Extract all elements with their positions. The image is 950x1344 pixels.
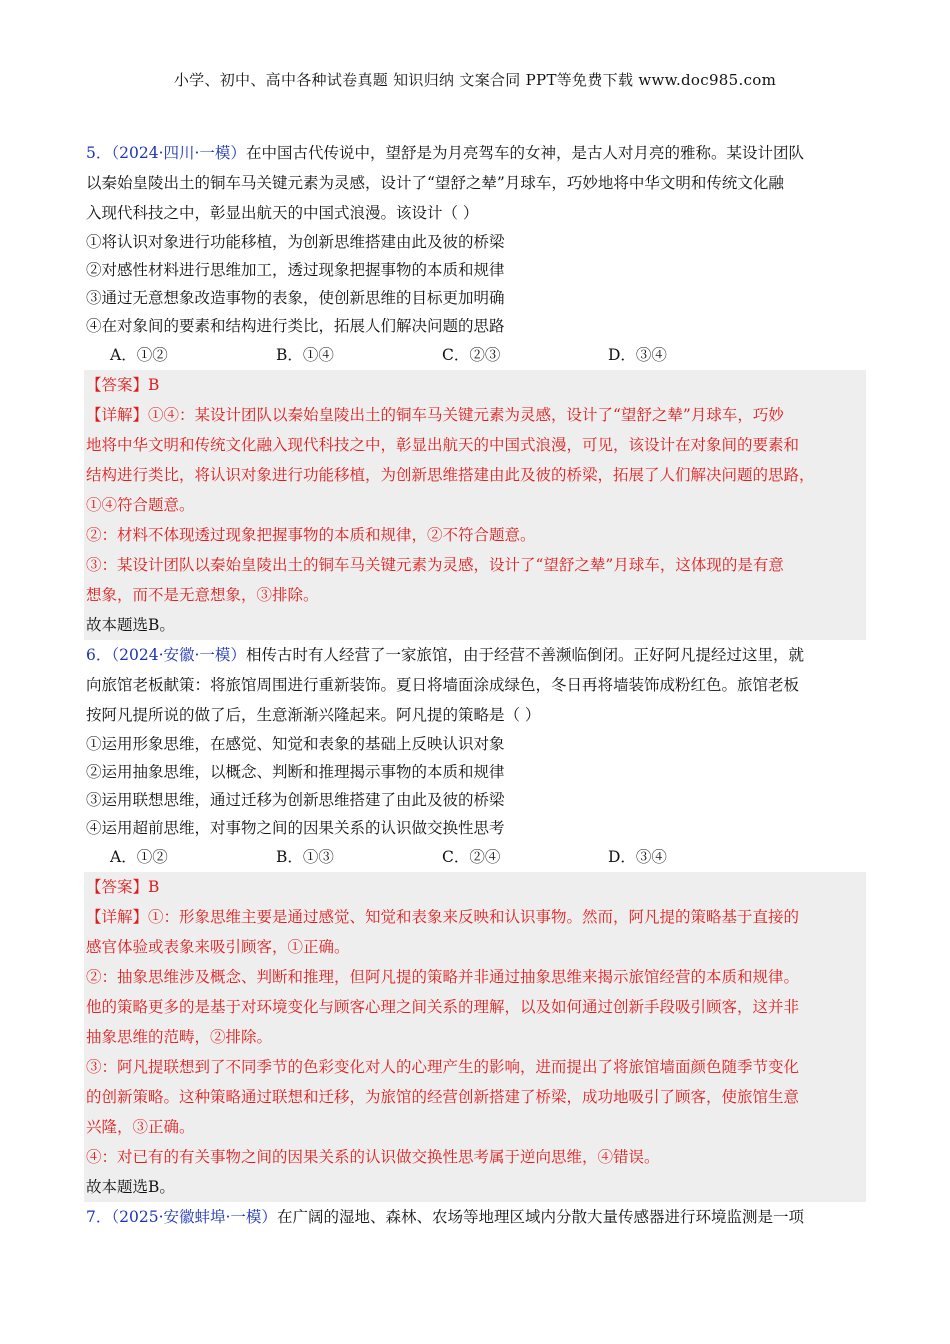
detail-line: 兴隆，③正确。 (86, 1118, 195, 1136)
choice-d: D．③④ (608, 848, 667, 866)
detail-line: ④：对已有的有关事物之间的因果关系的认识做交换性思考属于逆向思维，④错误。 (86, 1148, 660, 1166)
question-6 (86, 640, 864, 1202)
question-source: （2024·四川·一模） (111, 144, 246, 162)
choice-c: C．②③ (442, 346, 501, 364)
question-stem-line: 按阿凡提所说的做了后，生意渐渐兴隆起来。阿凡提的策略是（ ） (86, 706, 541, 724)
question-source: （2025·安徽蚌埠·一模） (111, 1208, 277, 1226)
question-stem-line (86, 138, 864, 168)
question-number: 6． (86, 646, 112, 664)
stem-text: 在广阔的湿地、森林、农场等地理区域内分散大量传感器进行环境监测是一项 (276, 1208, 804, 1226)
detail-line: 想象，而不是无意想象，③排除。 (86, 586, 319, 604)
option-line: ②对感性材料进行思维加工，透过现象把握事物的本质和规律 (86, 261, 505, 279)
answer-section (84, 370, 866, 640)
conclusion-line: 故本题选B。 (86, 1178, 175, 1196)
choice-a: A．①② (110, 346, 168, 364)
detail-line: 抽象思维的范畴，②排除。 (86, 1028, 273, 1046)
option-line: ③通过无意想象改造事物的表象，使创新思维的目标更加明确 (86, 289, 505, 307)
stem-text: 相传古时有人经营了一家旅馆，由于经营不善濒临倒闭。正好阿凡提经过这里，就 (245, 646, 804, 664)
page-header: 小学、初中、高中各种试卷真题 知识归纳 文案合同 PPT等免费下载 www.doc985.com (173, 71, 777, 89)
document-body (86, 138, 864, 1232)
question-stem-line: 以秦始皇陵出土的铜车马关键元素为灵感，设计了“望舒之辇”月球车，巧妙地将中华文明和传统文化融 (86, 174, 784, 192)
detail-line: ①④符合题意。 (86, 496, 195, 514)
choice-d: D．③④ (608, 346, 667, 364)
question-source: （2024·安徽·一模） (111, 646, 246, 664)
detail-line: 【详解】①④：某设计团队以秦始皇陵出土的铜车马关键元素为灵感，设计了“望舒之辇”月球车，巧妙 (86, 406, 784, 424)
question-number: 5． (86, 144, 112, 162)
detail-line: ②：材料不体现透过现象把握事物的本质和规律，②不符合题意。 (86, 526, 536, 544)
answer-label: 【答案】B (86, 376, 160, 394)
question-stem-line (86, 640, 864, 670)
detail-line: 结构进行类比，将认识对象进行功能移植，为创新思维搭建由此及彼的桥梁，拓展了人们解决问题的思路， (86, 466, 815, 484)
question-number: 7． (86, 1208, 112, 1226)
option-line: ①将认识对象进行功能移植，为创新思维搭建由此及彼的桥梁 (86, 233, 505, 251)
detail-line: 的创新策略。这种策略通过联想和迁移，为旅馆的经营创新搭建了桥梁，成功地吸引了顾客，使旅馆生意 (86, 1088, 800, 1106)
stem-text: 在中国古代传说中，望舒是为月亮驾车的女神，是古人对月亮的雅称。某设计团队 (245, 144, 804, 162)
choice-row (86, 842, 864, 872)
question-7 (86, 1202, 864, 1232)
detail-line: ③：某设计团队以秦始皇陵出土的铜车马关键元素为灵感，设计了“望舒之辇”月球车，这体现的是有意 (86, 556, 784, 574)
question-5 (86, 138, 864, 640)
answer-label: 【答案】B (86, 878, 160, 896)
detail-line: 【详解】①：形象思维主要是通过感觉、知觉和表象来反映和认识事物。然而，阿凡提的策略基于直接的 (86, 908, 800, 926)
choice-b: B．①④ (276, 346, 334, 364)
choice-b: B．①③ (276, 848, 334, 866)
option-line: ③运用联想思维，通过迁移为创新思维搭建了由此及彼的桥梁 (86, 791, 505, 809)
question-stem-line: 向旅馆老板献策：将旅馆周围进行重新装饰。夏日将墙面涂成绿色，冬日再将墙装饰成粉红色。旅馆老板 (86, 676, 800, 694)
detail-line: 地将中华文明和传统文化融入现代科技之中，彰显出航天的中国式浪漫，可见，该设计在对象间的要素和 (86, 436, 800, 454)
choice-c: C．②④ (442, 848, 501, 866)
option-line: ②运用抽象思维，以概念、判断和推理揭示事物的本质和规律 (86, 763, 505, 781)
conclusion-line: 故本题选B。 (86, 616, 175, 634)
option-line: ④运用超前思维，对事物之间的因果关系的认识做交换性思考 (86, 819, 505, 837)
detail-line: 感官体验或表象来吸引顾客，①正确。 (86, 938, 350, 956)
question-stem-line: 入现代科技之中，彰显出航天的中国式浪漫。该设计（ ） (86, 204, 479, 222)
question-stem-line (86, 1202, 864, 1232)
answer-section (84, 872, 866, 1202)
choice-row (86, 340, 864, 370)
choice-a: A．①② (110, 848, 168, 866)
detail-line: 他的策略更多的是基于对环境变化与顾客心理之间关系的理解，以及如何通过创新手段吸引顾客，这并非 (86, 998, 800, 1016)
detail-line: ②：抽象思维涉及概念、判断和推理，但阿凡提的策略并非通过抽象思维来揭示旅馆经营的本质和规律。 (86, 968, 800, 986)
option-line: ①运用形象思维，在感觉、知觉和表象的基础上反映认识对象 (86, 735, 505, 753)
option-line: ④在对象间的要素和结构进行类比，拓展人们解决问题的思路 (86, 317, 505, 335)
detail-line: ③：阿凡提联想到了不同季节的色彩变化对人的心理产生的影响，进而提出了将旅馆墙面颜色随季节变化 (86, 1058, 800, 1076)
